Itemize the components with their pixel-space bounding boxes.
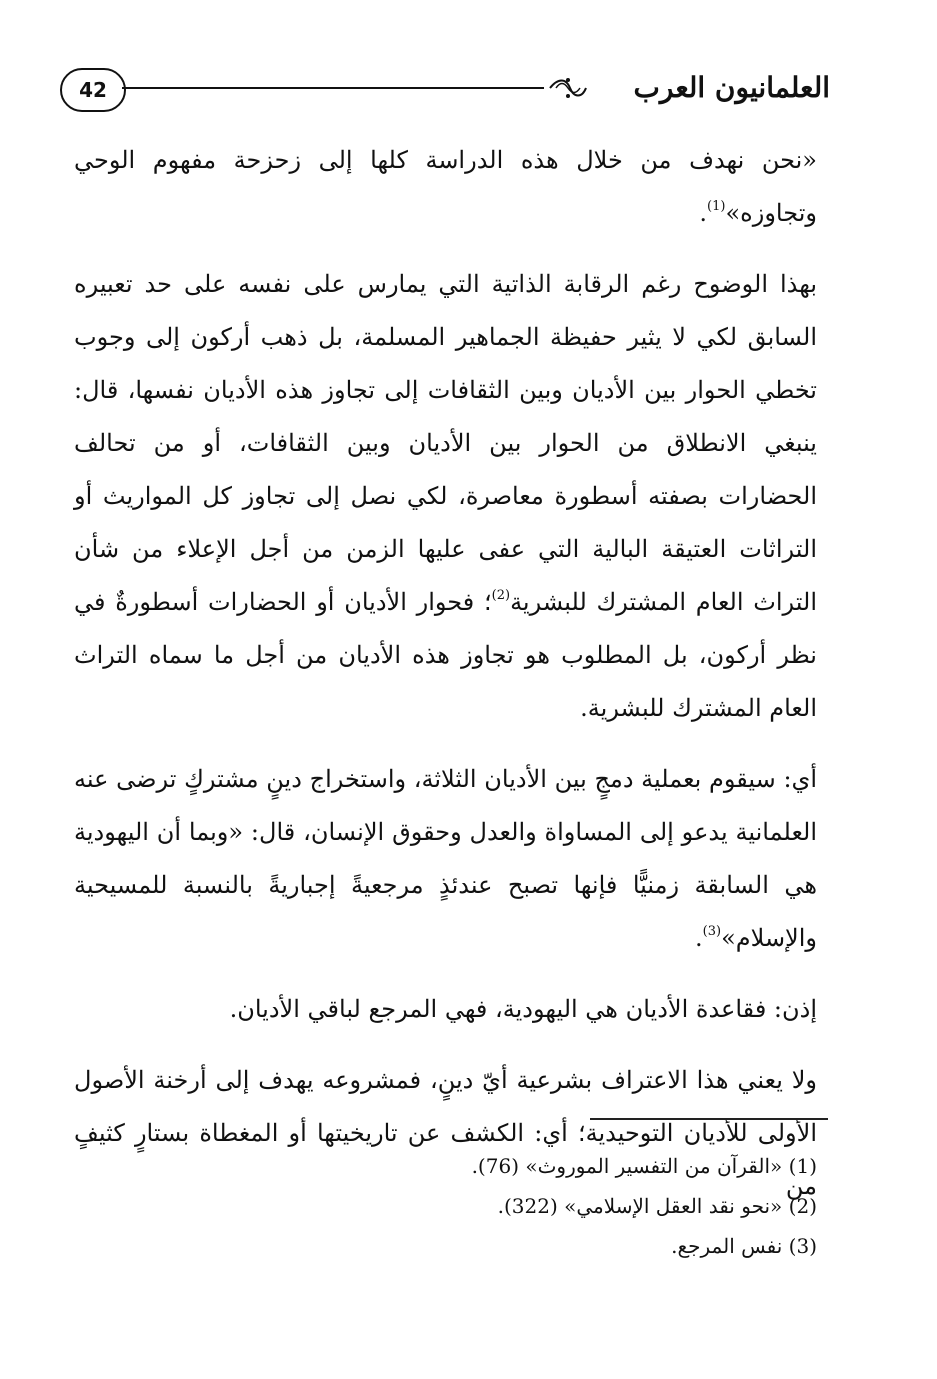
ornament-icon	[548, 74, 588, 102]
paragraph-text: أي: سيقوم بعملية دمجٍ بين الأديان الثلاثة، واستخراج دينٍ مشتركٍ ترضى عنه العلمانية يدعو إلى المساواة والعدل وحقوق الإنسان، قال: «وبما أن اليهودية هي السابقة زمنيًّا فإنها تصبح عندئذٍ مرجعيةً إجباريةً بالنسبة للمسيحية والإسلام»	[74, 765, 817, 952]
paragraph-text: ولا يعني هذا الاعتراف بشرعية أيّ دينٍ، فمشروعه يهدف إلى أرخنة الأصول الأولى للأديان التوحيدية؛ أي: الكشف عن تاريخيتها أو المغطاة بستارٍ كثيفٍ من	[74, 1066, 817, 1200]
footnote: (2) «نحو نقد العقل الإسلامي» (322).	[497, 1194, 817, 1218]
footnote-divider	[590, 1118, 828, 1120]
page-header	[60, 62, 830, 118]
header-divider	[122, 87, 544, 89]
paragraph-tail: ؛ فحوار الأديان أو الحضارات أسطورةٌ في نظر أركون، بل المطلوب هو تجاوز هذه الأديان من أجل ما سماه التراث العام المشترك للبشرية.	[74, 588, 817, 722]
footnotes	[77, 1146, 817, 1266]
paragraph-tail: .	[695, 924, 703, 952]
footnote: (3) نفس المرجع.	[671, 1234, 817, 1258]
footnote-ref: (1)	[707, 199, 726, 214]
paragraph	[74, 258, 817, 735]
footnote-ref: (2)	[491, 588, 511, 603]
paragraph	[74, 753, 817, 965]
paragraph	[74, 983, 817, 1036]
footnote-ref: (3)	[702, 924, 722, 939]
paragraph	[74, 134, 817, 240]
page-number: 42	[60, 68, 126, 112]
paragraph-text: «نحن نهدف من خلال هذه الدراسة كلها إلى زحزحة مفهوم الوحي وتجاوزه»	[74, 146, 817, 227]
page-body	[74, 134, 817, 1213]
paragraph-text: إذن: فقاعدة الأديان هي اليهودية، فهي المرجع لباقي الأديان.	[229, 995, 817, 1023]
book-title: العلمانيون العرب	[633, 71, 830, 104]
paragraph-tail: .	[699, 199, 708, 227]
paragraph-text: بهذا الوضوح رغم الرقابة الذاتية التي يمارس على نفسه على حد تعبيره السابق لكي لا يثير حفيظة الجماهير المسلمة، بل ذهب أركون إلى وجوب تخطي الحوار بين الأديان وبين الثقافات إلى تجاوز هذه الأديان نفسها، قال: ينبغي الانطلاق من الحوار بين الأديان وبين الثقافات، أو من تحالف الحضارات بصفته أسطورة معاصرة، لكي نصل إلى تجاوز كل المواريث أو التراثات العتيقة البالية التي عفى عليها الزمن من أجل الإعلاء من شأن التراث العام المشترك للبشرية	[74, 270, 817, 616]
footnote: (1) «القرآن من التفسير الموروث» (76).	[471, 1154, 817, 1178]
